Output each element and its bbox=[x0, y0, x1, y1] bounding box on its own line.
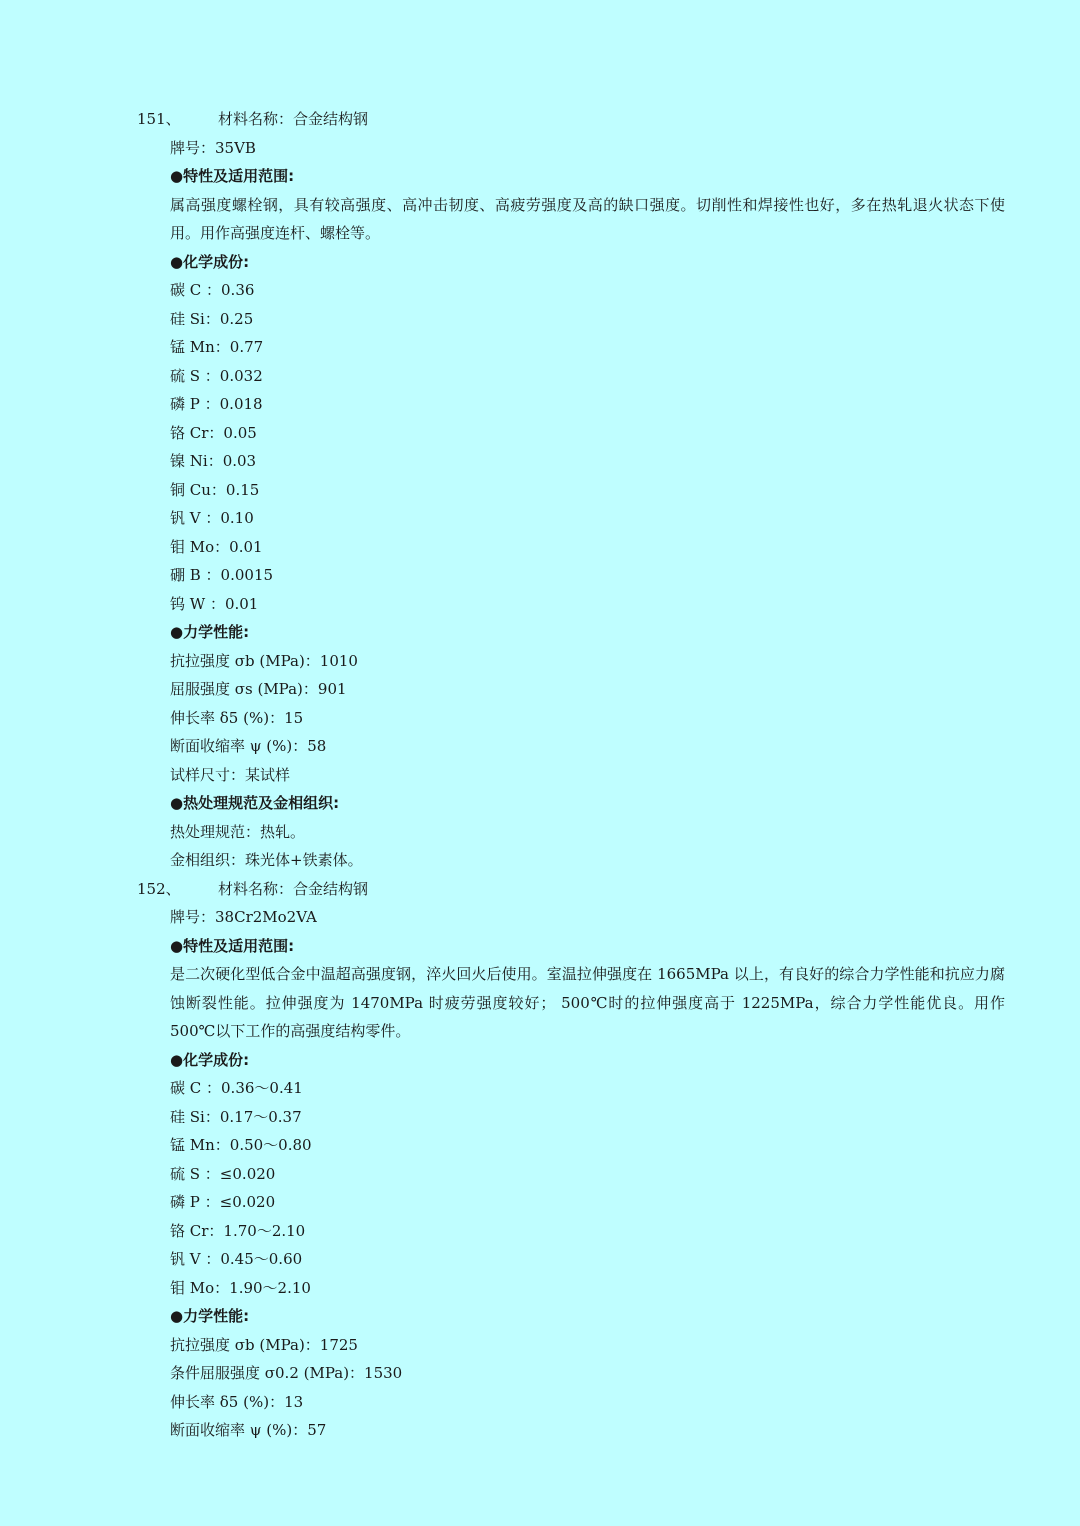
chem-item: 硫 S ：≤0.020 bbox=[170, 1164, 276, 1183]
features-heading: ●特性及适用范围: bbox=[170, 167, 295, 185]
mech-item: 断面收缩率 ψ (%)：57 bbox=[170, 1421, 327, 1439]
chem-item: 钒 V ：0.10 bbox=[170, 509, 254, 527]
chem-item: 钼 Mo：0.01 bbox=[170, 537, 263, 556]
entry-header bbox=[0, 105, 1080, 134]
mech-item: 屈服强度 σs (MPa)：901 bbox=[170, 680, 347, 698]
chem-item: 铬 Cr：0.05 bbox=[170, 423, 257, 442]
entry-number: 152、 bbox=[137, 879, 181, 898]
mech-item: 试样尺寸：某试样 bbox=[170, 765, 291, 784]
material-name: 材料名称：合金结构钢 bbox=[218, 879, 369, 898]
features-text: 是二次硬化型低合金中温超高强度钢，淬火回火后使用。室温拉伸强度在 1665MPa 以上，有良好的综合力学性能和抗应力腐蚀断裂性能。拉伸强度为 1470MPa 时疲劳强度较好； 500℃时的拉伸强度高于 1225MPa，综合力学性能优良。用作 500℃以下工作的高强度结构零件。 bbox=[170, 965, 1005, 1040]
chem-item: 锰 Mn：0.77 bbox=[170, 338, 264, 356]
chem-item: 镍 Ni：0.03 bbox=[170, 452, 257, 470]
mech-heading: ●力学性能: bbox=[170, 623, 250, 641]
chem-item: 钨 W ：0.01 bbox=[170, 594, 259, 613]
entry-header bbox=[0, 875, 1080, 904]
mech-item: 断面收缩率 ψ (%)：58 bbox=[170, 737, 327, 755]
chem-item: 铬 Cr：1.70～2.10 bbox=[170, 1221, 306, 1240]
mech-item: 抗拉强度 σb (MPa)：1725 bbox=[170, 1335, 358, 1354]
mech-item: 伸长率 δ5 (%)：13 bbox=[170, 1392, 304, 1411]
mech-item: 伸长率 δ5 (%)：15 bbox=[170, 708, 304, 727]
chem-item: 钒 V ：0.45～0.60 bbox=[170, 1250, 303, 1268]
chem-item: 磷 P ：≤0.020 bbox=[170, 1193, 276, 1211]
grade: 牌号：35VB bbox=[170, 138, 256, 157]
chem-item: 钼 Mo：1.90～2.10 bbox=[170, 1278, 311, 1297]
chem-item: 碳 C ：0.36 bbox=[170, 281, 255, 299]
document-page bbox=[0, 105, 1080, 1445]
chem-item: 硼 B ：0.0015 bbox=[170, 566, 274, 584]
entry-number: 151、 bbox=[137, 110, 181, 128]
chem-item: 硫 S ：0.032 bbox=[170, 366, 263, 385]
chem-item: 碳 C ：0.36～0.41 bbox=[170, 1079, 303, 1097]
mech-heading: ●力学性能: bbox=[170, 1307, 250, 1325]
chem-item: 锰 Mn：0.50～0.80 bbox=[170, 1136, 312, 1154]
chem-item: 铜 Cu：0.15 bbox=[170, 480, 260, 499]
grade: 牌号：38Cr2Mo2VA bbox=[170, 908, 317, 926]
features-text: 属高强度螺栓钢，具有较高强度、高冲击韧度、高疲劳强度及高的缺口强度。切削性和焊接性也好，多在热轧退火状态下使用。用作高强度连杆、螺栓等。 bbox=[170, 195, 1005, 242]
chem-item: 硅 Si：0.25 bbox=[170, 309, 254, 328]
heat-item: 金相组织：珠光体+铁素体。 bbox=[170, 851, 363, 869]
heat-heading: ●热处理规范及金相组织: bbox=[170, 794, 340, 812]
chem-item: 磷 P ：0.018 bbox=[170, 395, 263, 413]
material-name: 材料名称：合金结构钢 bbox=[218, 110, 369, 128]
mech-item: 条件屈服强度 σ0.2 (MPa)：1530 bbox=[170, 1364, 403, 1382]
chem-heading: ●化学成份: bbox=[170, 252, 250, 271]
chem-heading: ●化学成份: bbox=[170, 1050, 250, 1069]
mech-item: 抗拉强度 σb (MPa)：1010 bbox=[170, 651, 358, 670]
heat-item: 热处理规范：热轧。 bbox=[170, 822, 306, 841]
chem-item: 硅 Si：0.17～0.37 bbox=[170, 1107, 302, 1126]
features-heading: ●特性及适用范围: bbox=[170, 936, 295, 955]
